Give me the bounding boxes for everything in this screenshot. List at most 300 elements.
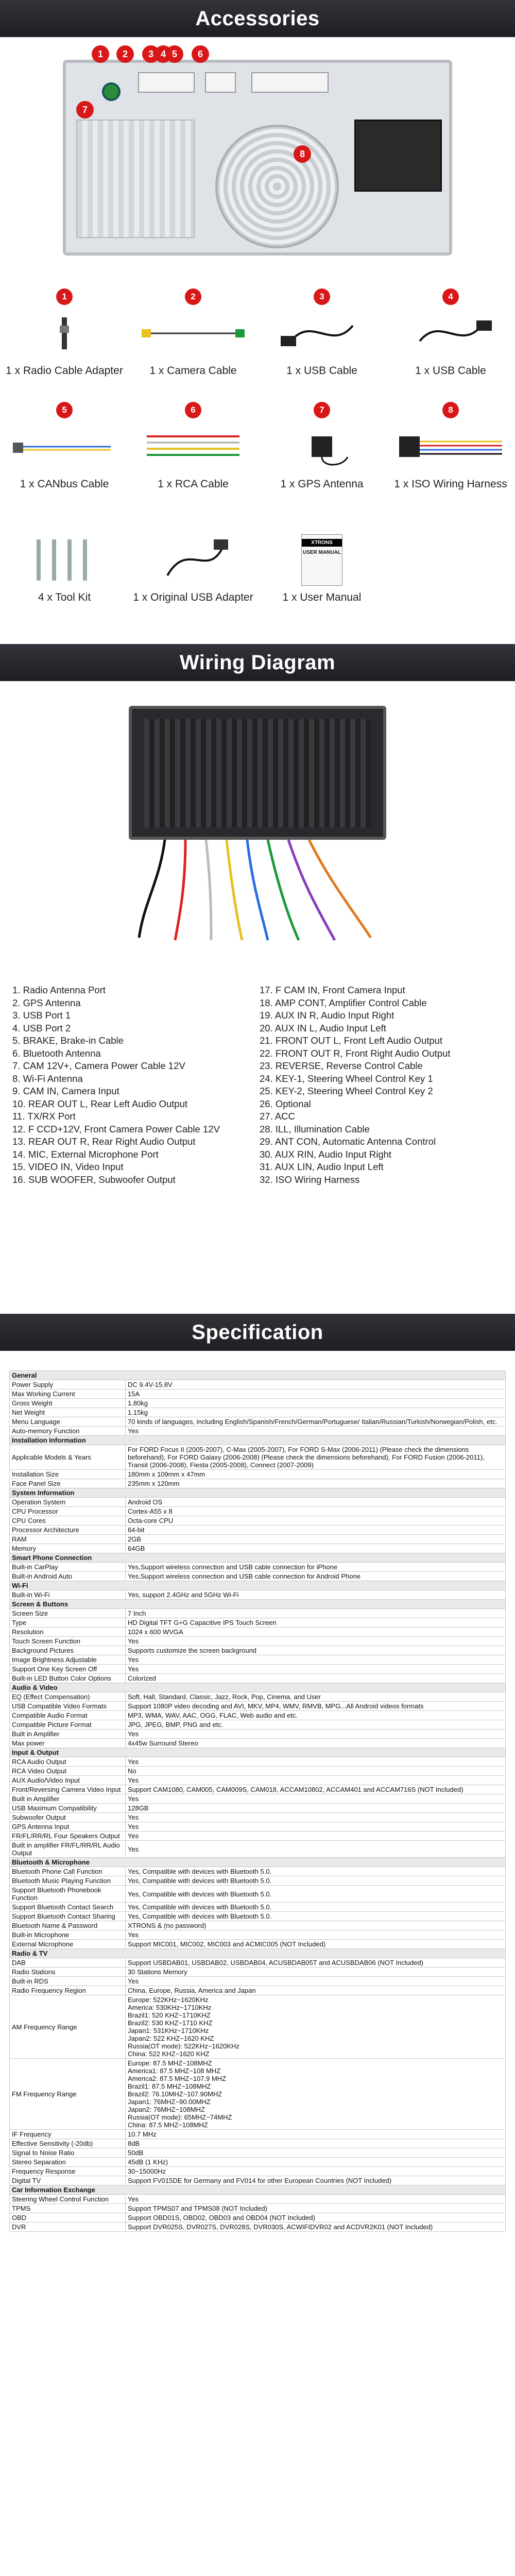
spec-value: 30~15000Hz bbox=[126, 2167, 506, 2176]
spec-value: 235mm x 120mm bbox=[126, 1479, 506, 1488]
spec-value: Soft, Hall, Standard, Classic, Jazz, Rock, Pop, Cinema, and User bbox=[126, 1692, 506, 1702]
wiring-legend-item: 25. KEY-2, Steering Wheel Control Key 2 bbox=[260, 1086, 433, 1096]
accessory-image bbox=[258, 418, 386, 475]
accessory-label: 1 x Camera Cable bbox=[149, 365, 237, 377]
wiring-legend-item: 23. REVERSE, Reverse Control Cable bbox=[260, 1060, 423, 1071]
spec-key: RCA Video Output bbox=[10, 1767, 126, 1776]
accessory-image bbox=[258, 532, 386, 588]
spec-key: USB Compatible Video Formats bbox=[10, 1702, 126, 1711]
spec-table bbox=[9, 1370, 506, 2232]
spec-value: Yes, Compatible with devices with Bluetooth 5.0. bbox=[126, 1886, 506, 1903]
spec-row bbox=[10, 1977, 506, 1986]
wiring-legend-item: 16. SUB WOOFER, Subwoofer Output bbox=[12, 1174, 176, 1185]
spec-key: EQ (Effect Compensation) bbox=[10, 1692, 126, 1702]
spec-row bbox=[10, 1417, 506, 1427]
accessory-item bbox=[129, 515, 258, 618]
spec-value: 1.15kg bbox=[126, 1408, 506, 1417]
spec-section-row bbox=[10, 1488, 506, 1498]
spec-key: Built-in LED Button Color Options bbox=[10, 1674, 126, 1683]
wiring-legend-item: 22. FRONT OUT R, Front Right Audio Output bbox=[260, 1047, 451, 1059]
spec-value: DC 9.4V-15.8V bbox=[126, 1380, 506, 1389]
spec-key: Support One Key Screen Off bbox=[10, 1665, 126, 1674]
spec-row bbox=[10, 1986, 506, 1995]
unit-callout: 1 bbox=[92, 45, 109, 63]
accessories-banner: Accessories bbox=[0, 0, 515, 37]
wiring-legend-item: 14. MIC, External Microphone Port bbox=[12, 1148, 159, 1160]
spec-key: Built in amplifier FR/FL/RR/RL Audio Output bbox=[10, 1841, 126, 1858]
spec-row bbox=[10, 1876, 506, 1886]
wiring-legend-item: 29. ANT CON, Automatic Antenna Control bbox=[260, 1136, 436, 1147]
accessory-label: 1 x USB Cable bbox=[415, 365, 486, 377]
spec-key: Built-in CarPlay bbox=[10, 1563, 126, 1572]
accessory-label: 1 x RCA Cable bbox=[158, 478, 229, 490]
spec-row bbox=[10, 1930, 506, 1940]
spec-key: Subwoofer Output bbox=[10, 1813, 126, 1822]
wiring-legend-item: 7. CAM 12V+, Camera Power Cable 12V bbox=[12, 1060, 185, 1071]
wiring-legend-item: 30. AUX RIN, Audio Input Right bbox=[260, 1148, 392, 1160]
spec-value: 45dB (1 KHz) bbox=[126, 2158, 506, 2167]
spec-row bbox=[10, 2139, 506, 2148]
spec-value: 10.7 MHz bbox=[126, 2130, 506, 2139]
spec-key: FM Frequency Range bbox=[10, 2059, 126, 2130]
accessory-item bbox=[386, 289, 515, 392]
accessory-number: 1 bbox=[56, 289, 73, 305]
wiring-banner: Wiring Diagram bbox=[0, 644, 515, 681]
spec-value: Colorized bbox=[126, 1674, 506, 1683]
accessory-image bbox=[258, 305, 386, 362]
spec-value: Cortex-A55 x 8 bbox=[126, 1507, 506, 1516]
spec-value: Europe: 87.5 MHZ~108MHZ America1: 87.5 MHZ~108 MHZ America2: 87.5 MHZ~107.9 MHZ Brazil1: 87.5 MHZ~108MHZ Brazil2: 76.10MHZ~107.90MHZ Japan1: 76MHZ~90.00MHZ Japan2: 76MHZ~108MHZ Russia(OT mode): 65MHZ~74MHZ China: 87.5 MHZ~108MHZ bbox=[126, 2059, 506, 2130]
spec-row bbox=[10, 1912, 506, 1921]
spec-key: TPMS bbox=[10, 2204, 126, 2213]
spec-key: Power Supply bbox=[10, 1380, 126, 1389]
spec-row bbox=[10, 1730, 506, 1739]
accessory-item bbox=[0, 402, 129, 505]
spec-value: Supports customize the screen background bbox=[126, 1646, 506, 1655]
spec-value: 64-bit bbox=[126, 1526, 506, 1535]
spec-row bbox=[10, 2167, 506, 2176]
accessory-image bbox=[0, 305, 129, 362]
spec-value: Support DVR025S, DVR027S, DVR028S, DVR030S, ACWIFIDVR02 and ACDVR2K01 (NOT Included) bbox=[126, 2223, 506, 2232]
spec-key: DAB bbox=[10, 1958, 126, 1968]
spec-value: Yes bbox=[126, 1730, 506, 1739]
spec-row bbox=[10, 1479, 506, 1488]
wiring-legend-item: 2. GPS Antenna bbox=[12, 997, 81, 1008]
wiring-legend-item: 11. TX/RX Port bbox=[12, 1111, 76, 1122]
spec-value: Support USBDAB01, USBDAB02, USBDAB04, ACUSBDAB05T and ACUSBDAB06 (NOT Included) bbox=[126, 1958, 506, 1968]
spec-key: Radio Frequency Region bbox=[10, 1986, 126, 1995]
spec-value: Yes bbox=[126, 2195, 506, 2204]
spec-section-title: Radio & TV bbox=[10, 1949, 506, 1958]
spec-row bbox=[10, 1498, 506, 1507]
spec-key: Support Bluetooth Phonebook Function bbox=[10, 1886, 126, 1903]
spec-row bbox=[10, 1665, 506, 1674]
unit-callout: 4 bbox=[154, 45, 172, 63]
spec-row bbox=[10, 1674, 506, 1683]
unit-callout: 3 bbox=[142, 45, 160, 63]
spec-row bbox=[10, 2158, 506, 2167]
spec-section-row bbox=[10, 2185, 506, 2195]
spec-value: Yes, support 2.4GHz and 5GHz Wi-Fi bbox=[126, 1590, 506, 1600]
wiring-legend-item: 6. Bluetooth Antenna bbox=[12, 1047, 101, 1059]
spec-value: Support CAM1080, CAM005, CAM009S, CAM018, ACCAM10802, ACCAM401 and ACCAM716S (NOT Included) bbox=[126, 1785, 506, 1794]
spec-key: Built-in Microphone bbox=[10, 1930, 126, 1940]
accessory-image bbox=[129, 418, 258, 475]
wiring-legend-item: 15. VIDEO IN, Video Input bbox=[12, 1161, 124, 1172]
spec-value: XTRONS & (no password) bbox=[126, 1921, 506, 1930]
spec-key: Built in Amplifier bbox=[10, 1794, 126, 1804]
accessory-label: 1 x GPS Antenna bbox=[280, 478, 364, 490]
spec-key: Resolution bbox=[10, 1628, 126, 1637]
spec-value: Yes, Compatible with devices with Bluetooth 5.0. bbox=[126, 1876, 506, 1886]
manual-title: USER MANUAL bbox=[303, 550, 341, 555]
spec-row bbox=[10, 1921, 506, 1930]
spec-section-title: Car Information Exchange bbox=[10, 2185, 506, 2195]
spec-value: 180mm x 109mm x 47mm bbox=[126, 1470, 506, 1479]
accessory-item bbox=[129, 402, 258, 505]
spec-value: Yes bbox=[126, 1757, 506, 1767]
spec-key: Signal to Noise Ratio bbox=[10, 2148, 126, 2158]
spec-key: FR/FL/RR/RL Four Speakers Output bbox=[10, 1832, 126, 1841]
spec-key: DVR bbox=[10, 2223, 126, 2232]
spec-key: Built-in Wi-Fi bbox=[10, 1590, 126, 1600]
unit-callout: 2 bbox=[116, 45, 134, 63]
accessory-item bbox=[258, 402, 386, 505]
spec-section-row bbox=[10, 1600, 506, 1609]
spec-value: Support MIC001, MIC002, MIC003 and ACMIC005 (NOT Included) bbox=[126, 1940, 506, 1949]
spec-value: Yes bbox=[126, 1637, 506, 1646]
spec-row bbox=[10, 1776, 506, 1785]
spec-section-title: Input & Output bbox=[10, 1748, 506, 1757]
spec-key: Gross Weight bbox=[10, 1399, 126, 1408]
wiring-legend-item: 13. REAR OUT R, Rear Right Audio Output bbox=[12, 1136, 196, 1147]
spec-row bbox=[10, 1590, 506, 1600]
spec-row bbox=[10, 2195, 506, 2204]
spec-row bbox=[10, 1628, 506, 1637]
spec-key: Stereo Separation bbox=[10, 2158, 126, 2167]
accessory-item bbox=[386, 402, 515, 505]
wiring-legend bbox=[12, 984, 507, 1186]
spec-value: Support OBD01S, OBD02, OBD03 and OBD04 (NOT Included) bbox=[126, 2213, 506, 2223]
spec-row bbox=[10, 1380, 506, 1389]
accessory-label: 1 x User Manual bbox=[282, 591, 362, 603]
spec-section-title: System Information bbox=[10, 1488, 506, 1498]
wiring-legend-item: 5. BRAKE, Brake-in Cable bbox=[12, 1035, 124, 1046]
spec-key: AUX Audio/Video Input bbox=[10, 1776, 126, 1785]
spec-row bbox=[10, 1822, 506, 1832]
spec-value: Yes bbox=[126, 1832, 506, 1841]
accessory-item bbox=[0, 515, 129, 618]
spec-key: Background Pictures bbox=[10, 1646, 126, 1655]
accessory-image bbox=[129, 305, 258, 362]
accessory-number: 2 bbox=[185, 289, 201, 305]
spec-row bbox=[10, 1739, 506, 1748]
spec-key: Memory bbox=[10, 1544, 126, 1553]
accessory-image bbox=[0, 532, 129, 588]
spec-value: HD Digital TFT G+G Capacitive IPS Touch Screen bbox=[126, 1618, 506, 1628]
spec-row bbox=[10, 1720, 506, 1730]
spec-value: Yes, Compatible with devices with Bluetooth 5.0. bbox=[126, 1867, 506, 1876]
wiring-unit-image bbox=[129, 706, 386, 840]
spec-row bbox=[10, 1526, 506, 1535]
spec-value: 15A bbox=[126, 1389, 506, 1399]
spec-section-row bbox=[10, 1949, 506, 1958]
spec-section-title: Audio & Video bbox=[10, 1683, 506, 1692]
spec-section-row bbox=[10, 1581, 506, 1590]
wiring-legend-item: 26. Optional bbox=[260, 1098, 311, 1109]
spec-row bbox=[10, 1389, 506, 1399]
spec-key: OBD bbox=[10, 2213, 126, 2223]
spec-key: Built in Amplifier bbox=[10, 1730, 126, 1739]
spec-section-title: Bluetooth & Microphone bbox=[10, 1858, 506, 1867]
wiring-section bbox=[0, 644, 515, 1314]
spec-key: Operation System bbox=[10, 1498, 126, 1507]
spec-key: Built-in Android Auto bbox=[10, 1572, 126, 1581]
spec-key: Max Working Current bbox=[10, 1389, 126, 1399]
spec-row bbox=[10, 1646, 506, 1655]
spec-value: Yes bbox=[126, 1813, 506, 1822]
spec-key: Screen Size bbox=[10, 1609, 126, 1618]
spec-key: Digital TV bbox=[10, 2176, 126, 2185]
spec-key: Auto-memory Function bbox=[10, 1427, 126, 1436]
wiring-legend-item: 27. ACC bbox=[260, 1111, 295, 1122]
spec-value: No bbox=[126, 1767, 506, 1776]
accessory-image bbox=[386, 418, 515, 475]
spec-key: Max power bbox=[10, 1739, 126, 1748]
spec-key: Image Brightness Adjustable bbox=[10, 1655, 126, 1665]
spec-row bbox=[10, 1470, 506, 1479]
wiring-legend-item: 1. Radio Antenna Port bbox=[12, 985, 106, 995]
accessory-number: 7 bbox=[314, 402, 330, 418]
spec-value: 64GB bbox=[126, 1544, 506, 1553]
spec-value: 128GB bbox=[126, 1804, 506, 1813]
spec-value: 7 Inch bbox=[126, 1609, 506, 1618]
unit-callout: 8 bbox=[294, 145, 311, 163]
spec-value: 1024 x 600 WVGA bbox=[126, 1628, 506, 1637]
accessory-item bbox=[0, 289, 129, 392]
spec-key: Compatible Picture Format bbox=[10, 1720, 126, 1730]
spec-row bbox=[10, 1940, 506, 1949]
accessory-label: 1 x USB Cable bbox=[286, 365, 357, 377]
spec-row bbox=[10, 1445, 506, 1470]
spec-value: Europe: 522KHz~1620KHz America: 530KHz~1710KHz Brazil1: 520 KHZ~1710KHZ Brazil2: 530 KHZ~1710 KHZ Japan1: 531KHz~1710KHz Japan2: 522 KHZ~1620 KHZ Russia(OT mode): 522KHz~1620KHz China: 522 KHZ~1620 KHZ bbox=[126, 1995, 506, 2059]
spec-value: Yes,Support wireless connection and USB cable connection for Android Phone bbox=[126, 1572, 506, 1581]
spec-key: Frequency Response bbox=[10, 2167, 126, 2176]
accessory-image bbox=[129, 532, 258, 588]
spec-key: USB Maximum Compatibility bbox=[10, 1804, 126, 1813]
accessory-label: 1 x CANbus Cable bbox=[20, 478, 109, 490]
spec-key: Radio Stations bbox=[10, 1968, 126, 1977]
wiring-legend-right bbox=[260, 984, 507, 1186]
spec-row bbox=[10, 1427, 506, 1436]
wiring-legend-item: 19. AUX IN R, Audio Input Right bbox=[260, 1010, 394, 1021]
spec-key: IF Frequency bbox=[10, 2130, 126, 2139]
spec-key: Bluetooth Music Playing Function bbox=[10, 1876, 126, 1886]
accessory-image bbox=[386, 305, 515, 362]
spec-row bbox=[10, 1886, 506, 1903]
accessory-item bbox=[258, 515, 386, 618]
accessory-item bbox=[129, 289, 258, 392]
spec-key: Compatible Audio Format bbox=[10, 1711, 126, 1720]
spec-row bbox=[10, 2213, 506, 2223]
spec-key: Steering Wheel Control Function bbox=[10, 2195, 126, 2204]
wiring-legend-item: 31. AUX LIN, Audio Input Left bbox=[260, 1161, 384, 1172]
spec-value: 50dB bbox=[126, 2148, 506, 2158]
spec-row bbox=[10, 1958, 506, 1968]
spec-row bbox=[10, 1867, 506, 1876]
spec-table-wrapper bbox=[9, 1370, 506, 2232]
spec-key: GPS Antenna Input bbox=[10, 1822, 126, 1832]
accessories-section bbox=[0, 0, 515, 644]
spec-row bbox=[10, 2204, 506, 2213]
spec-value: Yes bbox=[126, 1665, 506, 1674]
accessory-number: 4 bbox=[442, 289, 459, 305]
spec-key: External Microphone bbox=[10, 1940, 126, 1949]
spec-row bbox=[10, 2059, 506, 2130]
spec-row bbox=[10, 1804, 506, 1813]
spec-row bbox=[10, 1544, 506, 1553]
spec-value: Yes bbox=[126, 1776, 506, 1785]
spec-key: Effective Sensitivity (-20db) bbox=[10, 2139, 126, 2148]
spec-key: RAM bbox=[10, 1535, 126, 1544]
spec-value: 1.80kg bbox=[126, 1399, 506, 1408]
wire-bundle-icon bbox=[134, 840, 381, 943]
spec-section-row bbox=[10, 1748, 506, 1757]
spec-key: Front/Reversing Camera Video Input bbox=[10, 1785, 126, 1794]
spec-value: Android OS bbox=[126, 1498, 506, 1507]
wiring-legend-item: 24. KEY-1, Steering Wheel Control Key 1 bbox=[260, 1073, 433, 1084]
spec-row bbox=[10, 1399, 506, 1408]
accessory-number: 6 bbox=[185, 402, 201, 418]
spec-key: Menu Language bbox=[10, 1417, 126, 1427]
spec-value: Yes bbox=[126, 1655, 506, 1665]
spec-section-title: Smart Phone Connection bbox=[10, 1553, 506, 1563]
wiring-legend-item: 20. AUX IN L, Audio Input Left bbox=[260, 1022, 386, 1033]
wiring-legend-item: 17. F CAM IN, Front Camera Input bbox=[260, 985, 405, 995]
spec-row bbox=[10, 1535, 506, 1544]
spec-key: Type bbox=[10, 1618, 126, 1628]
spec-section-title: Wi-Fi bbox=[10, 1581, 506, 1590]
spec-row bbox=[10, 1702, 506, 1711]
accessory-label: 4 x Tool Kit bbox=[38, 591, 91, 603]
wiring-legend-item: 18. AMP CONT, Amplifier Control Cable bbox=[260, 997, 427, 1008]
spec-key: Touch Screen Function bbox=[10, 1637, 126, 1646]
spec-value: China, Europe, Russia, America and Japan bbox=[126, 1986, 506, 1995]
spec-value: Yes bbox=[126, 1822, 506, 1832]
spec-row bbox=[10, 1408, 506, 1417]
spec-key: Face Panel Size bbox=[10, 1479, 126, 1488]
spec-row bbox=[10, 1903, 506, 1912]
spec-row bbox=[10, 1516, 506, 1526]
unit-callout: 6 bbox=[192, 45, 209, 63]
spec-key: Support Bluetooth Contact Sharing bbox=[10, 1912, 126, 1921]
spec-section-row bbox=[10, 1858, 506, 1867]
spec-value: Yes, Compatible with devices with Bluetooth 5.0. bbox=[126, 1903, 506, 1912]
spec-value: Yes bbox=[126, 1794, 506, 1804]
wiring-legend-item: 8. Wi-Fi Antenna bbox=[12, 1073, 83, 1084]
accessory-image bbox=[0, 418, 129, 475]
spec-value: Yes bbox=[126, 1427, 506, 1436]
spec-row bbox=[10, 1813, 506, 1822]
spec-row bbox=[10, 1507, 506, 1516]
spec-key: CPU Cores bbox=[10, 1516, 126, 1526]
gps-port-icon bbox=[102, 82, 121, 101]
spec-section-title: General bbox=[10, 1371, 506, 1380]
spec-value: 30 Stations Memory bbox=[126, 1968, 506, 1977]
spec-row bbox=[10, 1794, 506, 1804]
spec-row bbox=[10, 1655, 506, 1665]
spec-key: Bluetooth Name & Password bbox=[10, 1921, 126, 1930]
wiring-legend-item: 3. USB Port 1 bbox=[12, 1010, 71, 1021]
spec-row bbox=[10, 1711, 506, 1720]
spec-value: Support FV015DE for Germany and FV014 for other European Countries (NOT Included) bbox=[126, 2176, 506, 2185]
accessory-label: 1 x ISO Wiring Harness bbox=[394, 478, 507, 490]
spec-section-row bbox=[10, 1371, 506, 1380]
spec-key: Applicable Models & Years bbox=[10, 1445, 126, 1470]
spec-row bbox=[10, 1572, 506, 1581]
spec-value: Yes,Support wireless connection and USB cable connection for iPhone bbox=[126, 1563, 506, 1572]
spec-row bbox=[10, 1563, 506, 1572]
wiring-legend-item: 4. USB Port 2 bbox=[12, 1022, 71, 1033]
spec-section-row bbox=[10, 1553, 506, 1563]
spec-row bbox=[10, 1609, 506, 1618]
wiring-legend-item: 28. ILL, Illumination Cable bbox=[260, 1123, 370, 1134]
spec-key: Built-in RDS bbox=[10, 1977, 126, 1986]
spec-row bbox=[10, 2223, 506, 2232]
spec-value: Yes bbox=[126, 1977, 506, 1986]
accessory-number: 3 bbox=[314, 289, 330, 305]
spec-value: Yes bbox=[126, 1930, 506, 1940]
accessory-label: 1 x Original USB Adapter bbox=[133, 591, 253, 603]
accessory-item bbox=[258, 289, 386, 392]
wiring-legend-item: 10. REAR OUT L, Rear Left Audio Output bbox=[12, 1098, 188, 1109]
spec-row bbox=[10, 1767, 506, 1776]
wiring-legend-item: 9. CAM IN, Camera Input bbox=[12, 1086, 119, 1096]
spec-row bbox=[10, 1618, 506, 1628]
spec-section-title: Installation Information bbox=[10, 1436, 506, 1445]
accessory-number: 5 bbox=[56, 402, 73, 418]
wiring-legend-left bbox=[12, 984, 260, 1186]
spec-key: AM Frequency Range bbox=[10, 1995, 126, 2059]
iso-socket-icon bbox=[354, 120, 442, 192]
spec-row bbox=[10, 1968, 506, 1977]
spec-value: MP3, WMA, WAV, AAC, OGG, FLAC, Web audio and etc. bbox=[126, 1711, 506, 1720]
unit-callout: 5 bbox=[166, 45, 183, 63]
spec-section-row bbox=[10, 1683, 506, 1692]
accessory-label: 1 x Radio Cable Adapter bbox=[6, 365, 123, 377]
spec-row bbox=[10, 2176, 506, 2185]
spec-key: Support Bluetooth Contact Search bbox=[10, 1903, 126, 1912]
spec-row bbox=[10, 2148, 506, 2158]
spec-row bbox=[10, 1832, 506, 1841]
spec-row bbox=[10, 1841, 506, 1858]
spec-key: Bluetooth Phone Call Function bbox=[10, 1867, 126, 1876]
spec-section-title: Screen & Buttons bbox=[10, 1600, 506, 1609]
wiring-legend-item: 21. FRONT OUT L, Front Left Audio Output bbox=[260, 1035, 443, 1046]
spec-value: 70 kinds of languages, including English/Spanish/French/German/Portuguese/ Italian/Russian/Turkish/Norwegian/Polish, etc. bbox=[126, 1417, 506, 1427]
spec-value: For FORD Focus II (2005-2007), C-Max (2005-2007), For FORD S-Max (2006-2011) (Please check the dimensions beforehand), For FORD Galaxy (2006-2008) (Please check the dimensions beforehand), For FORD Fusion (2006-2011), Transit (2006-2008), Fiesta (2005-2008), Connect (2007-2009) bbox=[126, 1445, 506, 1470]
spec-key: Processor Architecture bbox=[10, 1526, 126, 1535]
spec-key: CPU Processor bbox=[10, 1507, 126, 1516]
spec-row bbox=[10, 1757, 506, 1767]
spec-key: Net Weight bbox=[10, 1408, 126, 1417]
spec-value: Support 1080P video decoding and AVI, MKV, MP4, WMV, RMVB, MPG...All Android videos formats bbox=[126, 1702, 506, 1711]
accessory-number: 8 bbox=[442, 402, 459, 418]
spec-key: Installation Size bbox=[10, 1470, 126, 1479]
spec-value: 8dB bbox=[126, 2139, 506, 2148]
spec-row bbox=[10, 1995, 506, 2059]
wiring-legend-item: 32. ISO Wiring Harness bbox=[260, 1174, 360, 1185]
